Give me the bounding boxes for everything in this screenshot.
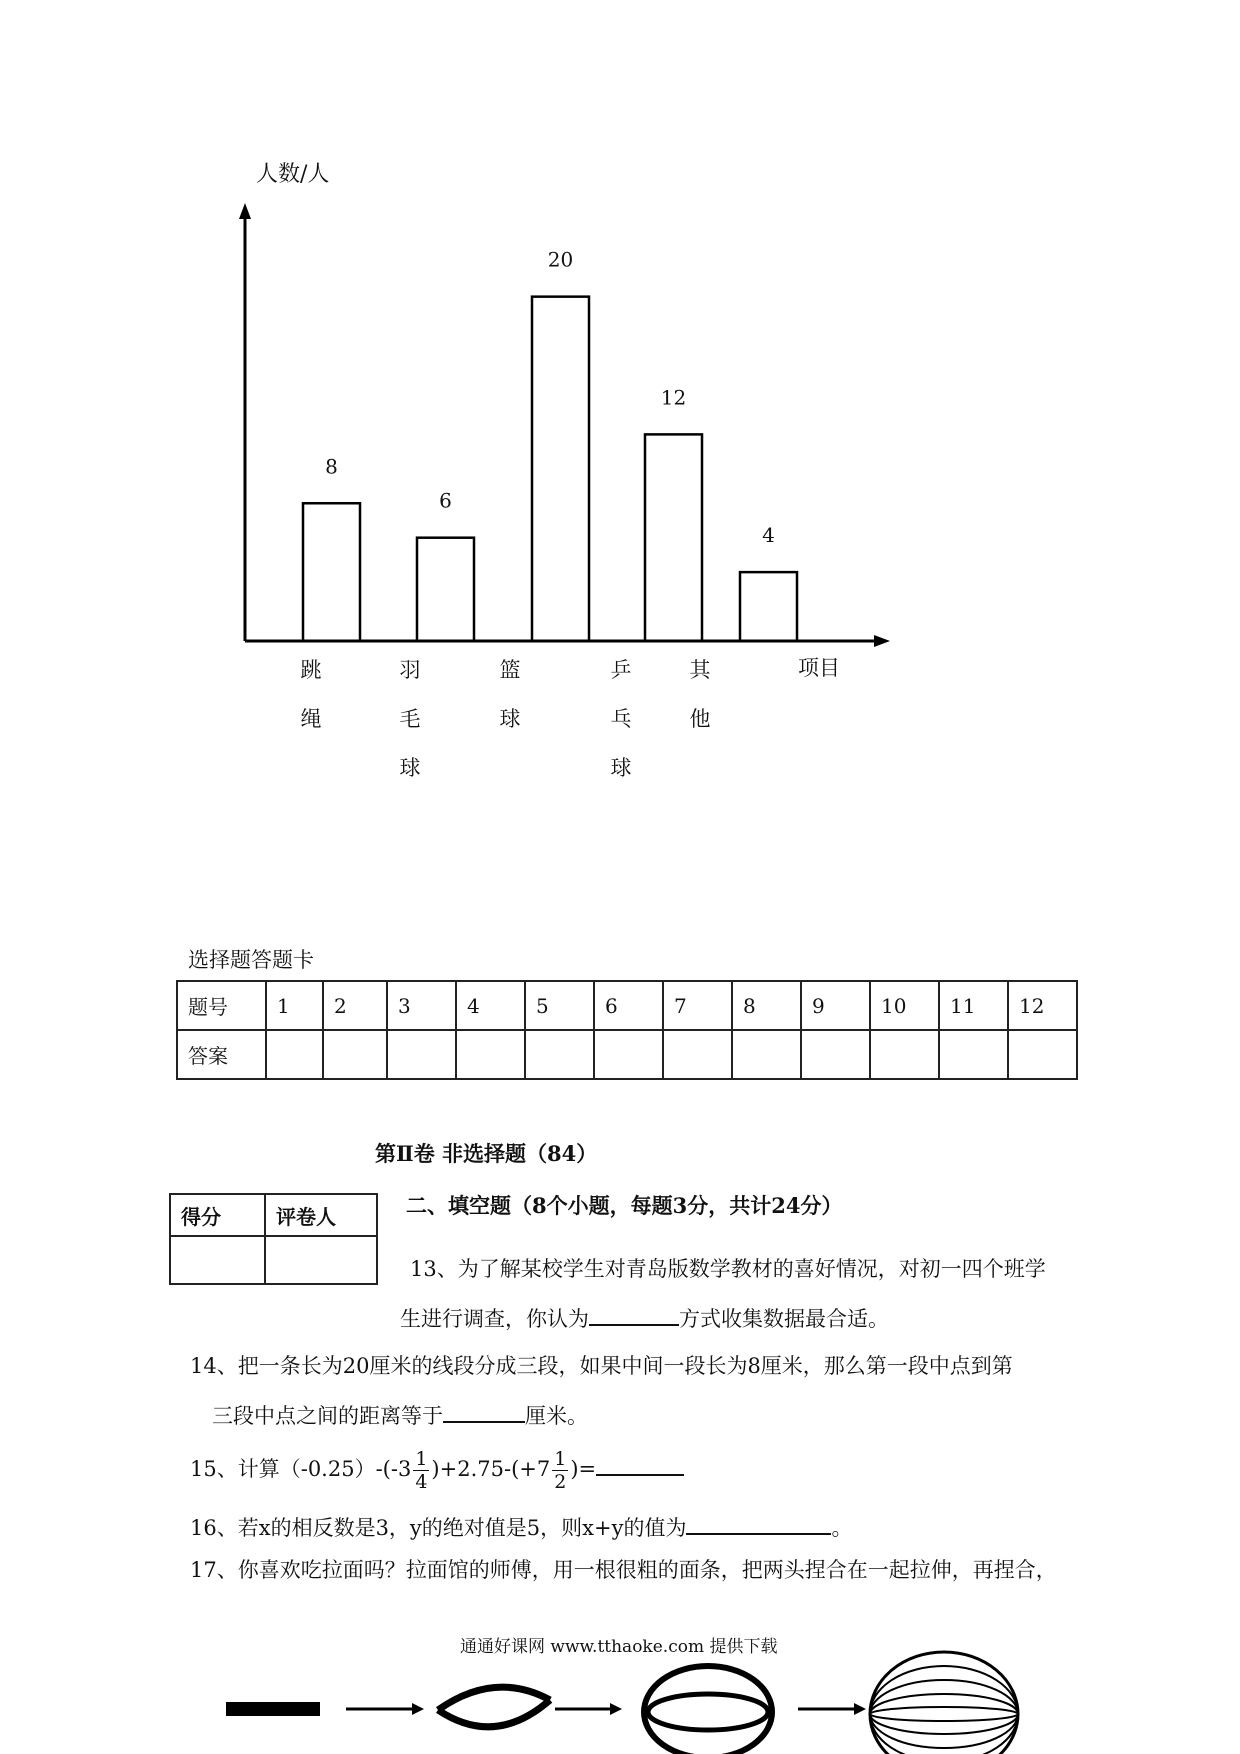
grader-cell[interactable] xyxy=(265,1236,377,1284)
grader-header: 评卷人 xyxy=(265,1194,377,1236)
category-label: 篮 xyxy=(499,658,521,682)
category-label: 乓 xyxy=(610,707,632,731)
fraction-numerator: 1 xyxy=(415,1448,428,1470)
answer-cell[interactable] xyxy=(732,1030,801,1079)
answer-cell[interactable] xyxy=(387,1030,456,1079)
bar-value-label: 20 xyxy=(547,247,574,272)
score-table xyxy=(169,1193,378,1285)
bar-value-label: 8 xyxy=(325,454,338,479)
question-text: 方式收集数据最合适。 xyxy=(679,1307,889,1331)
answer-cell[interactable] xyxy=(870,1030,939,1079)
y-axis-label: 人数/人 xyxy=(256,162,330,187)
question-13-line2 xyxy=(400,1303,889,1333)
category-label: 球 xyxy=(499,707,521,731)
answer-card-answer-label: 答案 xyxy=(177,1030,266,1079)
answer-blank[interactable] xyxy=(589,1304,679,1326)
answer-card-number: 7 xyxy=(663,981,732,1030)
question-text: 厘米。 xyxy=(525,1404,588,1428)
arrow-icon xyxy=(798,1703,866,1715)
arrow-icon xyxy=(555,1703,622,1715)
category-label: 球 xyxy=(399,756,421,780)
part-title: 二、填空题（8个小题，每题3分，共计24分） xyxy=(406,1193,843,1218)
answer-card-title: 选择题答题卡 xyxy=(188,948,314,972)
noodle-loop-3 xyxy=(870,1652,1018,1754)
arrow-icon xyxy=(346,1703,424,1715)
bar xyxy=(740,572,797,641)
answer-cell[interactable] xyxy=(801,1030,870,1079)
fraction xyxy=(413,1448,429,1493)
answer-blank[interactable] xyxy=(686,1513,831,1535)
bar-value-label: 12 xyxy=(660,385,687,410)
bar xyxy=(532,297,589,641)
question-text: 三段中点之间的距离等于 xyxy=(212,1404,443,1428)
answer-card-number: 11 xyxy=(939,981,1008,1030)
y-axis-arrow xyxy=(239,203,251,219)
answer-card-number: 1 xyxy=(266,981,323,1030)
category-label: 其 xyxy=(689,658,711,682)
answer-card-number: 10 xyxy=(870,981,939,1030)
question-15 xyxy=(190,1440,684,1498)
question-17: 17、你喜欢吃拉面吗？拉面馆的师傅，用一根很粗的面条，把两头捏合在一起拉伸，再捏合， xyxy=(190,1558,1057,1582)
answer-cell[interactable] xyxy=(1008,1030,1077,1079)
answer-card-number: 9 xyxy=(801,981,870,1030)
bar-chart xyxy=(0,0,1240,800)
category-label: 他 xyxy=(689,707,711,731)
bar-value-label: 4 xyxy=(762,523,775,548)
question-text: )= xyxy=(570,1457,597,1481)
question-text: 生进行调查，你认为 xyxy=(400,1307,589,1331)
question-14-line2 xyxy=(212,1400,588,1430)
category-label: 羽 xyxy=(399,658,421,682)
noodle-stretching-diagram xyxy=(0,1650,1240,1754)
x-axis-arrow xyxy=(874,635,890,647)
answer-card-number: 5 xyxy=(525,981,594,1030)
x-axis-label: 项目 xyxy=(798,656,840,680)
answer-card-number: 8 xyxy=(732,981,801,1030)
answer-card-number: 4 xyxy=(456,981,525,1030)
question-text: 。 xyxy=(831,1516,853,1540)
answer-card-table xyxy=(176,980,1078,1080)
answer-card-answer-row xyxy=(177,1030,1077,1079)
noodle-bar xyxy=(226,1702,320,1716)
question-text: 15、计算（-0.25）-(-3 xyxy=(190,1457,412,1481)
noodle-loop-2 xyxy=(644,1666,772,1754)
answer-card-number: 6 xyxy=(594,981,663,1030)
score-cell[interactable] xyxy=(170,1236,265,1284)
fraction xyxy=(552,1448,568,1493)
answer-blank[interactable] xyxy=(443,1401,525,1423)
answer-card-number: 3 xyxy=(387,981,456,1030)
section-title: 第Ⅱ卷 非选择题（84） xyxy=(375,1141,598,1166)
answer-cell[interactable] xyxy=(525,1030,594,1079)
answer-cell[interactable] xyxy=(456,1030,525,1079)
bar xyxy=(303,503,360,641)
question-text: 16、若x的相反数是3，y的绝对值是5，则x+y的值为 xyxy=(190,1516,687,1540)
question-13-line1: 13、为了解某校学生对青岛版数学教材的喜好情况，对初一四个班学 xyxy=(410,1257,1046,1281)
category-label: 跳 xyxy=(300,658,322,682)
bar xyxy=(645,434,702,641)
score-header: 得分 xyxy=(170,1194,265,1236)
category-label: 绳 xyxy=(300,707,322,731)
category-label: 毛 xyxy=(399,707,421,731)
answer-cell[interactable] xyxy=(266,1030,323,1079)
category-label: 球 xyxy=(610,756,632,780)
answer-card-number-row xyxy=(177,981,1077,1030)
category-label: 乒 xyxy=(610,658,632,682)
bar-value-label: 6 xyxy=(439,488,452,513)
bar xyxy=(417,538,474,641)
answer-card-number: 2 xyxy=(323,981,387,1030)
answer-blank[interactable] xyxy=(596,1454,684,1476)
question-14-line1: 14、把一条长为20厘米的线段分成三段，如果中间一段长为8厘米，那么第一段中点到第 xyxy=(190,1354,1013,1378)
answer-cell[interactable] xyxy=(594,1030,663,1079)
fraction-numerator: 1 xyxy=(554,1448,567,1470)
footer-credit: 通通好课网 www.tthaoke.com 提供下载 xyxy=(460,1637,778,1657)
fraction-denominator: 2 xyxy=(554,1471,567,1493)
answer-card-number: 12 xyxy=(1008,981,1077,1030)
fraction-denominator: 4 xyxy=(415,1471,428,1493)
answer-cell[interactable] xyxy=(323,1030,387,1079)
answer-card-number-label: 题号 xyxy=(177,981,266,1030)
noodle-loop-1 xyxy=(438,1687,550,1727)
answer-cell[interactable] xyxy=(663,1030,732,1079)
question-16 xyxy=(190,1512,852,1542)
question-text: )+2.75-(+7 xyxy=(431,1457,551,1481)
answer-cell[interactable] xyxy=(939,1030,1008,1079)
